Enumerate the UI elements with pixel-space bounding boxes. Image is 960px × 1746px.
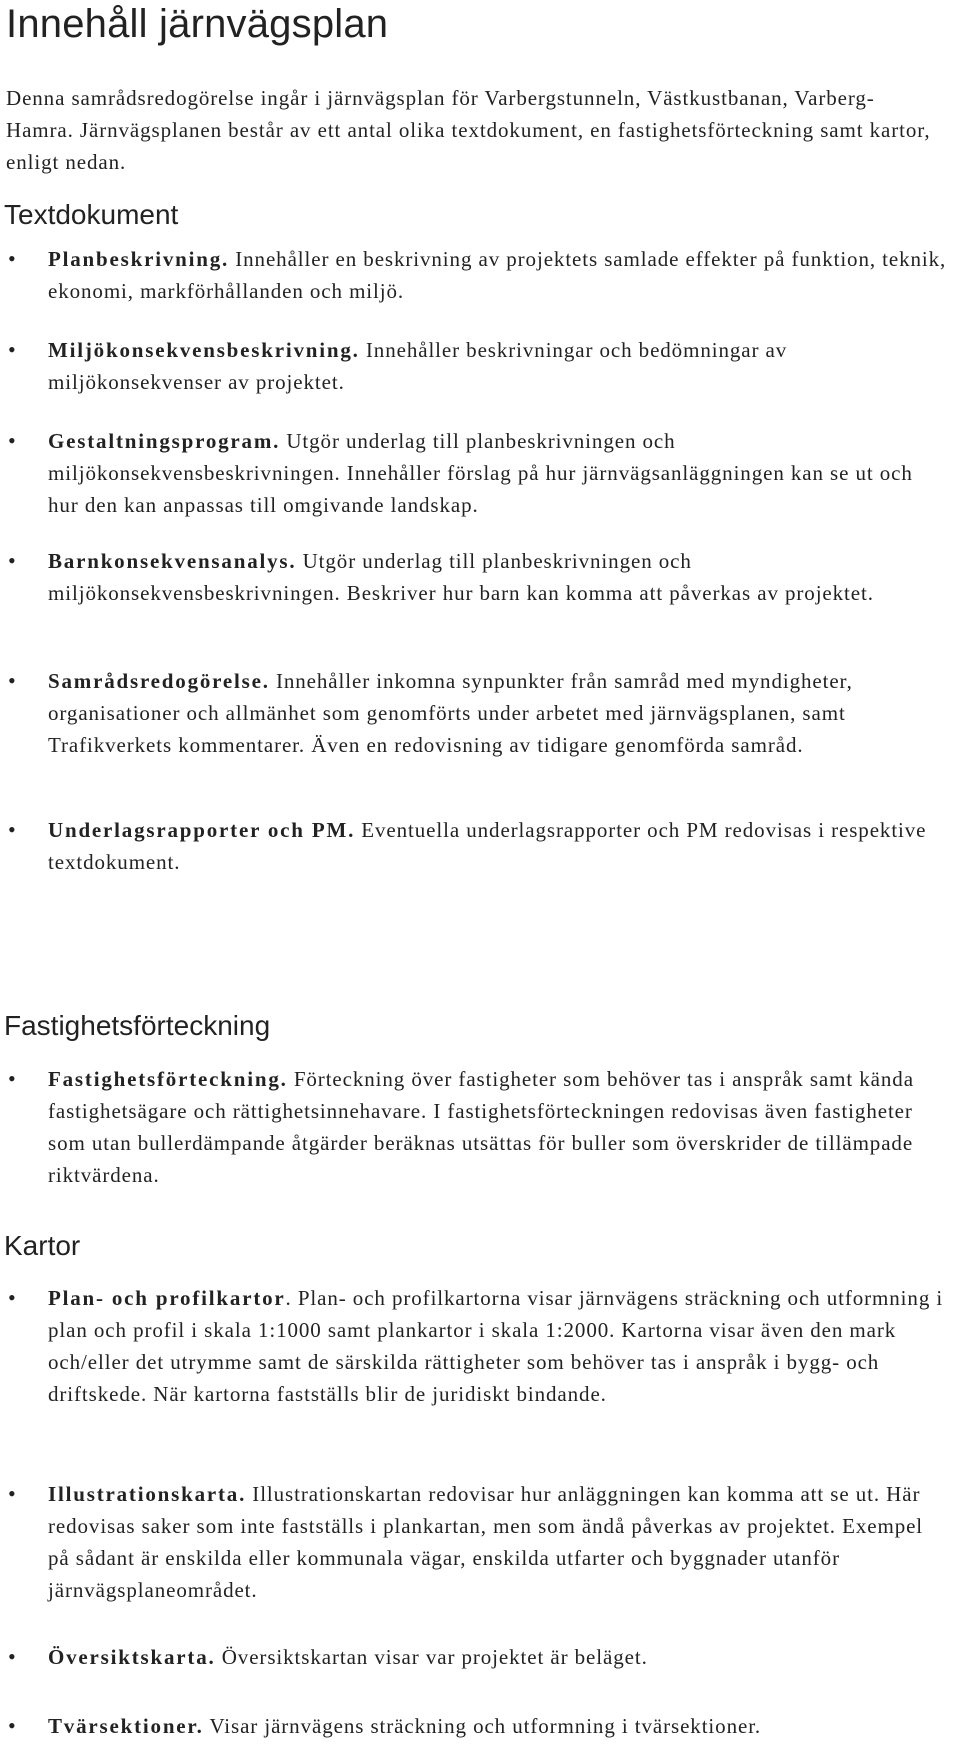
section-heading-fastighetsforteckning: Fastighetsförteckning: [4, 1010, 271, 1041]
item-term: Gestaltningsprogram.: [48, 429, 281, 453]
bullet-icon: •: [8, 1713, 16, 1738]
item-term: Översiktskarta.: [48, 1645, 216, 1669]
item-term: Planbeskrivning.: [48, 247, 230, 271]
item-term: Underlagsrapporter och PM.: [48, 818, 356, 842]
bullet-icon: •: [8, 548, 16, 573]
item-description: Översiktskartan visar var projektet är beläget.: [221, 1645, 648, 1669]
bullet-icon: •: [8, 246, 16, 271]
intro-paragraph: Denna samrådsredogörelse ingår i järnvägsplan för Varbergstunneln, Västkustbanan, Varberg-Hamra. Järnvägsplanen består av ett antal olika textdokument, en fastighetsförteckning samt kartor, enligt nedan.: [6, 86, 931, 174]
section-heading-textdokument: Textdokument: [4, 199, 179, 230]
item-term: Tvärsektioner.: [48, 1714, 204, 1738]
item-term: Samrådsredogörelse.: [48, 669, 270, 693]
item-term: Barnkonsekvensanalys.: [48, 549, 297, 573]
bullet-icon: •: [8, 428, 16, 453]
item-description: Utgör underlag till planbeskrivningen och miljökonsekvensbeskrivningen. Innehåller förslag på hur järnvägsanläggningen kan se ut och hur den kan anpassas till omgivande landskap.: [48, 429, 913, 517]
item-description: Innehåller inkomna synpunkter från samråd med myndigheter, organisationer och allmänhet som genomförts under arbetet med järnvägsplanen, samt Trafikverkets kommentarer. Även en redovisning av tidigare genomförda samråd.: [48, 669, 853, 757]
item-term: Illustrationskarta.: [48, 1482, 247, 1506]
item-term: Plan- och profilkartor: [48, 1286, 286, 1310]
bullet-icon: •: [8, 817, 16, 842]
item-description: Innehåller beskrivningar och bedömningar av miljökonsekvenser av projektet.: [48, 338, 788, 394]
bullet-icon: •: [8, 668, 16, 693]
item-term: Fastighetsförteckning.: [48, 1067, 288, 1091]
item-description: Illustrationskartan redovisar hur anläggningen kan komma att se ut. Här redovisas saker som inte fastställs i plankartan, men som ändå påverkas av projektet. Exempel på sådant är enskilda eller kommunala vägar, enskilda utfarter och byggnader utanför järnvägsplaneområdet.: [48, 1482, 924, 1602]
bullet-icon: •: [8, 337, 16, 362]
bullet-icon: •: [8, 1066, 16, 1091]
bullet-icon: •: [8, 1285, 16, 1310]
item-description: Visar järnvägens sträckning och utformning i tvärsektioner.: [209, 1714, 762, 1738]
item-term: Miljökonsekvensbeskrivning.: [48, 338, 360, 362]
item-description: Innehåller en beskrivning av projektets samlade effekter på funktion, teknik, ekonomi, markförhållanden och miljö.: [48, 247, 947, 303]
item-description: Utgör underlag till planbeskrivningen och miljökonsekvensbeskrivningen. Beskriver hur barn kan komma att påverkas av projektet.: [48, 549, 874, 605]
item-description: Förteckning över fastigheter som behöver tas i anspråk samt kända fastighetsägare och rättighetsinnehavare. I fastighetsförteckningen redovisas även fastigheter som utan bullerdämpande åtgärder beräknas utsättas för buller som överskrider de tillämpade riktvärdena.: [48, 1067, 914, 1187]
bullet-icon: •: [8, 1644, 16, 1669]
section-heading-kartor: Kartor: [4, 1230, 81, 1261]
item-description: . Plan- och profilkartorna visar järnvägens sträckning och utformning i plan och profil i skala 1:1000 samt plankartor i skala 1:2000. Kartorna visar även den mark och/eller det utrymme samt de särskilda rättigheter som behöver tas i anspråk i bygg- och driftskede. När kartorna fastställs blir de juridiskt bindande.: [48, 1286, 944, 1406]
bullet-icon: •: [8, 1481, 16, 1506]
page-title: Innehåll järnvägsplan: [6, 2, 389, 46]
item-description: Eventuella underlagsrapporter och PM redovisas i respektive textdokument.: [48, 818, 927, 874]
